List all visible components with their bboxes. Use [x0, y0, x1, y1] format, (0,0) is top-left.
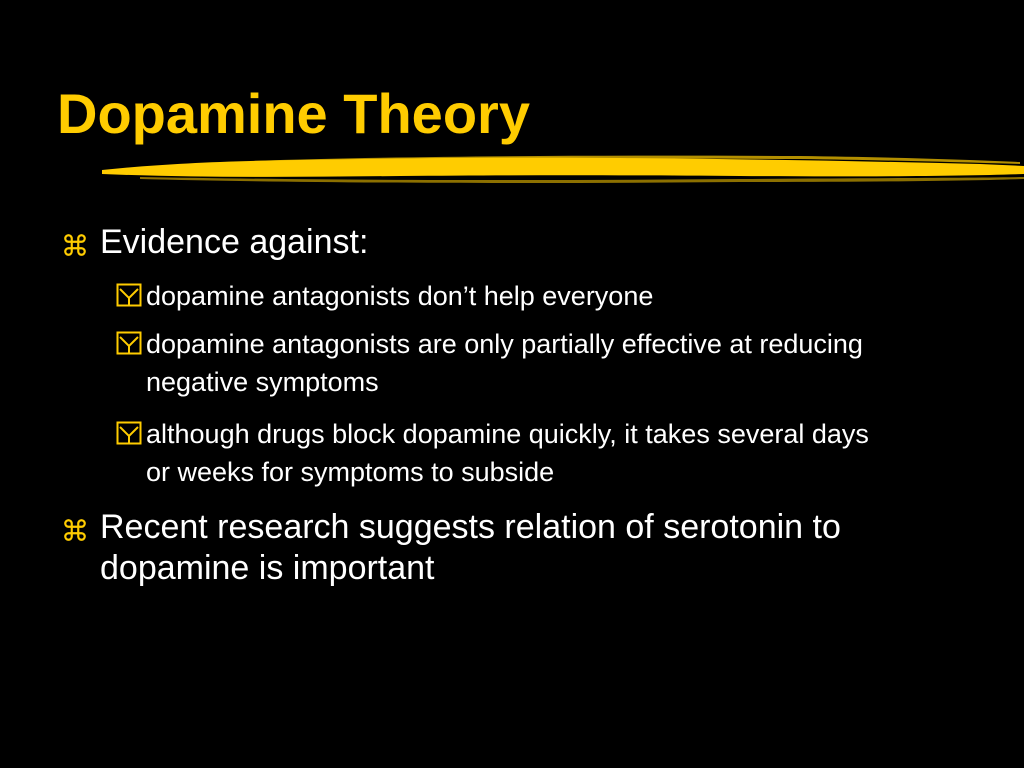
sub-bullet — [116, 325, 936, 401]
checkbox-y-icon — [116, 415, 146, 445]
command-key-icon — [62, 507, 100, 543]
sub-bullet — [116, 415, 896, 491]
checkbox-y-icon — [116, 277, 146, 307]
bullet-text: Evidence against: — [100, 223, 369, 261]
checkbox-y-icon — [116, 325, 146, 355]
bullet-level1 — [62, 222, 962, 263]
slide-title: Dopamine Theory — [57, 82, 530, 145]
bullet-level1 — [62, 507, 952, 589]
sub-bullet-text: although drugs block dopamine quickly, it takes several days or weeks for symptoms to subside — [146, 419, 869, 487]
bullet-text: Recent research suggests relation of serotonin to dopamine is important — [100, 508, 841, 587]
sub-bullet-text: dopamine antagonists don’t help everyone — [146, 281, 654, 311]
sub-bullet-text: dopamine antagonists are only partially effective at reducing negative symptoms — [146, 329, 863, 397]
command-key-icon — [62, 222, 100, 258]
sub-bullet — [116, 277, 936, 315]
